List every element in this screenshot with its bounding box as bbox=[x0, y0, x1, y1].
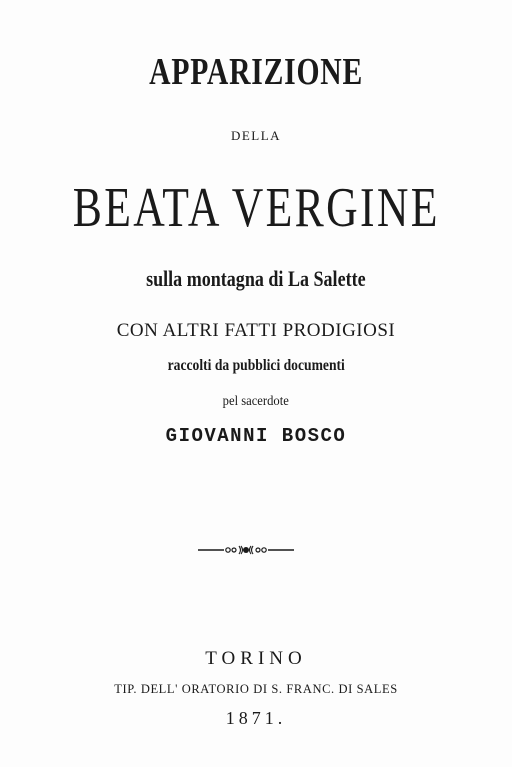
line-raccolti bbox=[0, 357, 512, 375]
title-line-della: DELLA bbox=[230, 128, 282, 143]
title-line-beata-vergine-text: BEATA VERGINE bbox=[72, 177, 440, 239]
publication-year: 1871. bbox=[225, 708, 287, 728]
line-altri-fatti: CON ALTRI FATTI PRODIGIOSI bbox=[116, 320, 396, 341]
title-line-apparizione bbox=[0, 50, 512, 94]
line-pel-sacerdote bbox=[0, 394, 512, 410]
ornamental-divider-icon bbox=[196, 543, 296, 557]
title-line-apparizione-text: APPARIZIONE bbox=[149, 51, 363, 93]
subtitle bbox=[0, 266, 512, 292]
line-pel-sacerdote-text: pel sacerdote bbox=[222, 394, 290, 409]
title-line-beata-vergine bbox=[0, 176, 512, 240]
subtitle-text: sulla montagna di La Salette bbox=[146, 266, 366, 291]
publication-city: TORINO bbox=[205, 648, 307, 669]
line-raccolti-text: raccolti da pubblici documenti bbox=[167, 357, 345, 374]
printer-imprint: TIP. DELL' ORATORIO DI S. FRANC. DI SALES bbox=[114, 682, 398, 696]
author-name: GIOVANNI BOSCO bbox=[165, 425, 347, 447]
